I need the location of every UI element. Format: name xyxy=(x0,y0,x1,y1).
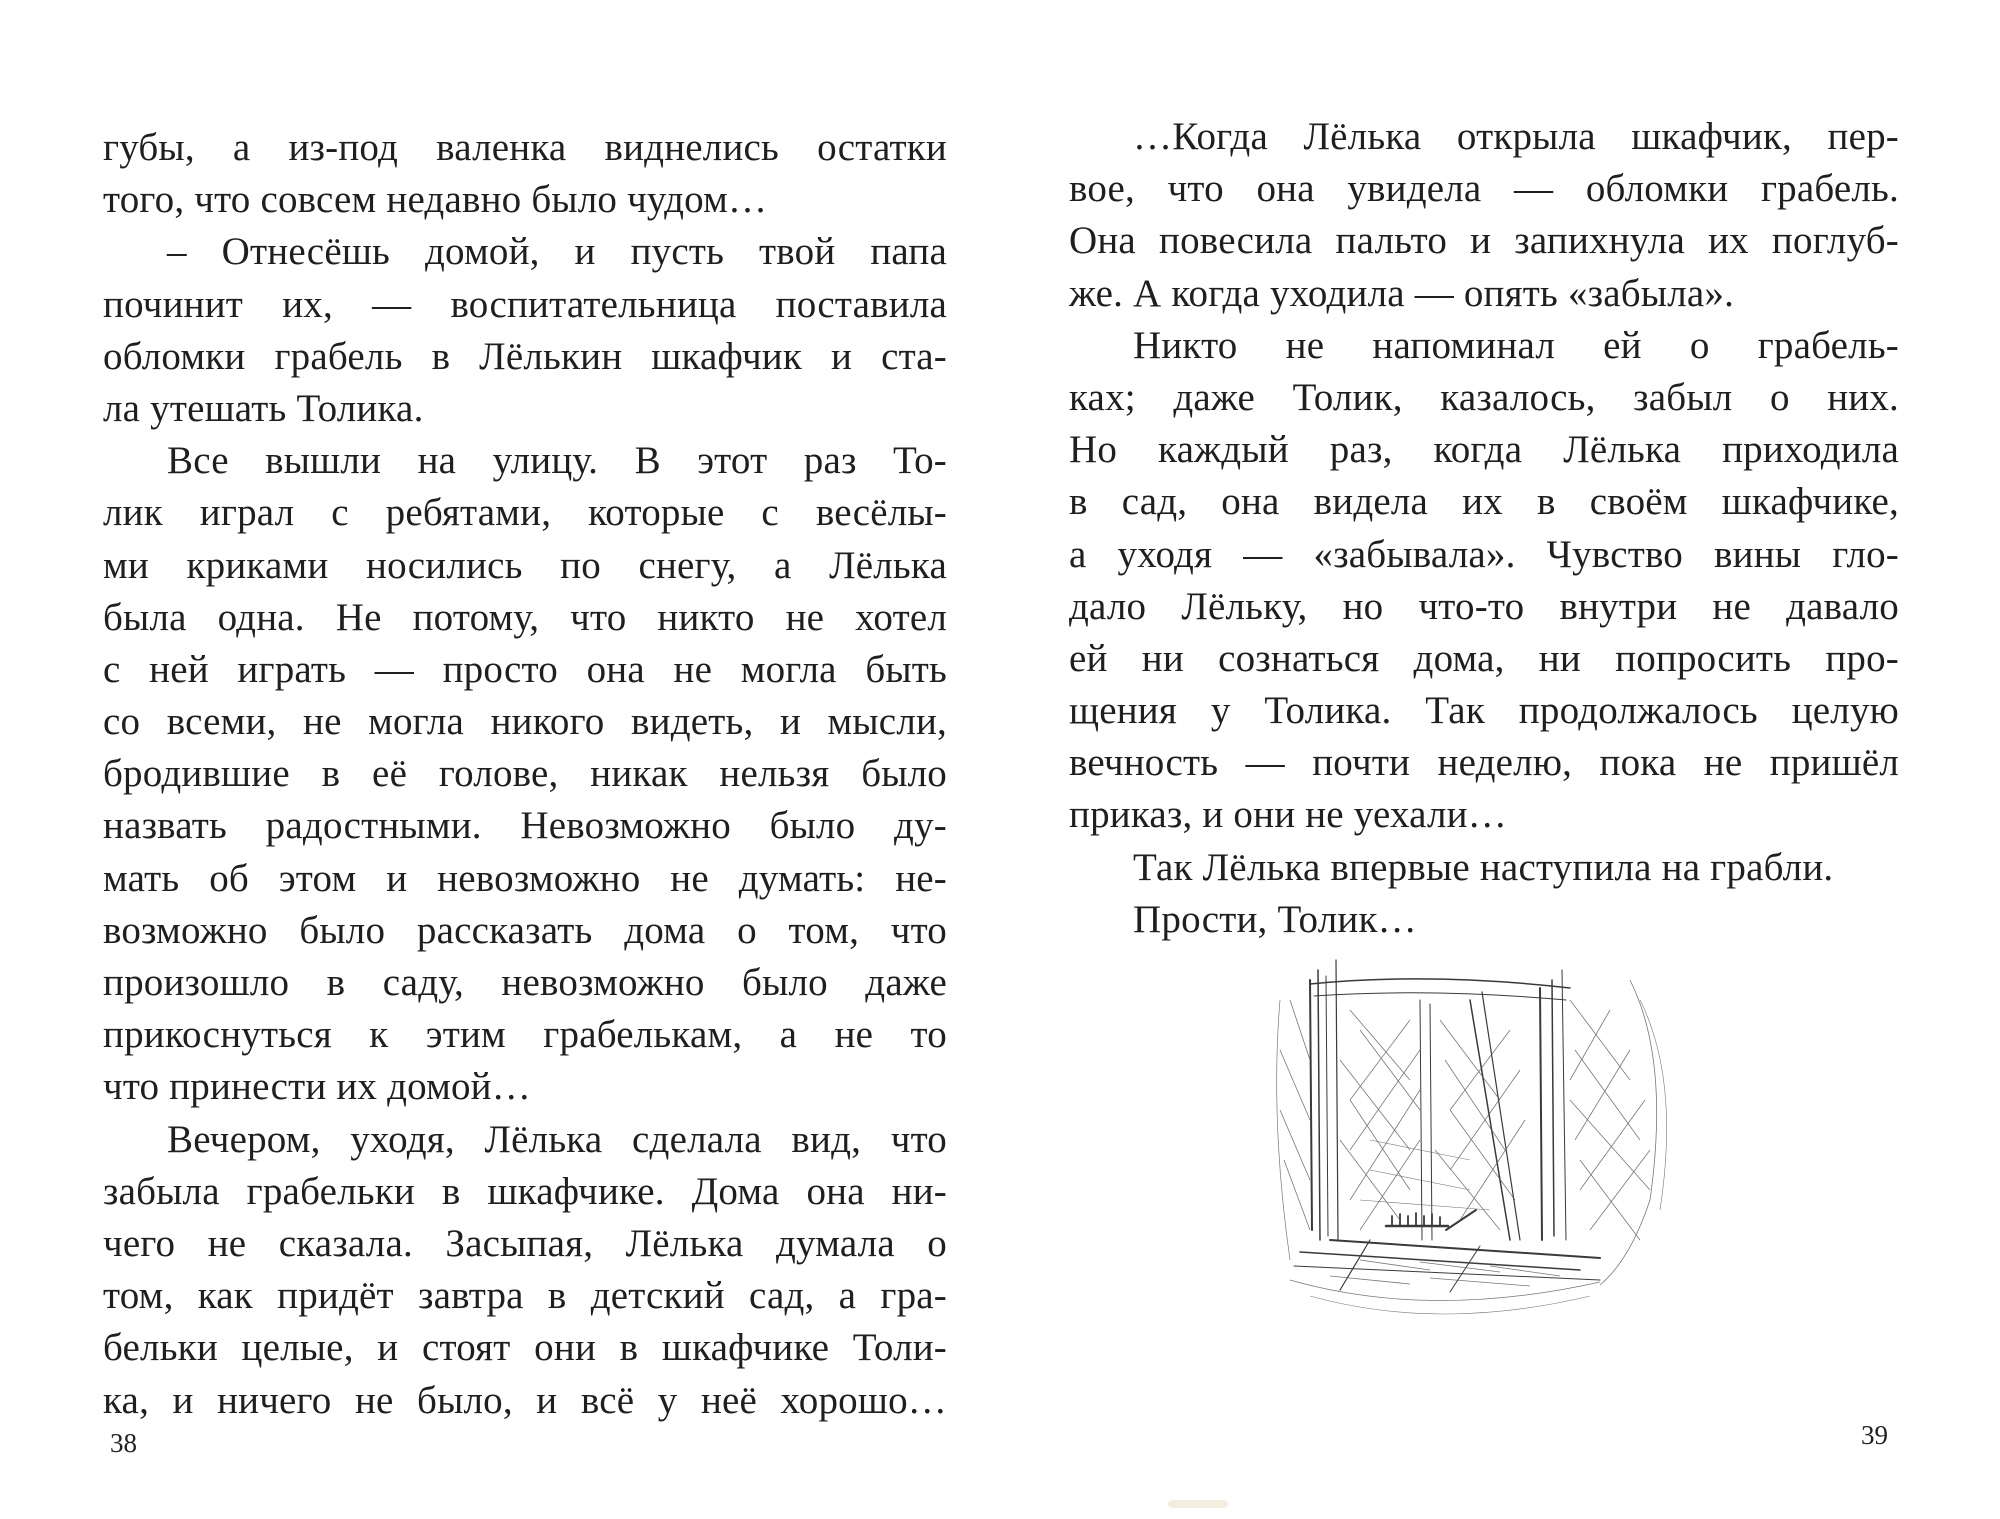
text-line: Никто не напоминал ей о грабель- xyxy=(1133,323,1899,367)
text-line: была одна. Не потому, что никто не хотел xyxy=(103,595,947,639)
text-line: что принести их домой… xyxy=(103,1065,531,1109)
text-line: Прости, Толик… xyxy=(1133,897,1417,941)
text-line: того, что совсем недавно было чудом… xyxy=(103,178,768,222)
left-page-text xyxy=(103,122,947,1427)
text-line: дало Лёльку, но что-то внутри не давало xyxy=(1069,584,1899,628)
page-number-left: 38 xyxy=(110,1428,137,1458)
text-line: Так Лёлька впервые наступила на грабли. xyxy=(1133,845,1834,889)
right-page xyxy=(1000,0,2000,1519)
text-line: ми криками носились по снегу, а Лёлька xyxy=(103,543,947,587)
text-line: лик играл с ребятами, которые с весёлы- xyxy=(103,491,947,535)
text-line: губы, а из-под валенка виднелись остатки xyxy=(103,126,947,169)
text-line: щения у Толика. Так продолжалось целую xyxy=(1069,689,1899,733)
text-line: с ней играть — просто она не могла быть xyxy=(103,647,947,691)
text-line: забыла грабельки в шкафчике. Дома она ни- xyxy=(103,1169,947,1213)
text-line: со всеми, не могла никого видеть, и мысли, xyxy=(103,700,947,744)
text-line: же. А когда уходила — опять «забыла». xyxy=(1069,271,1735,315)
text-line: приказ, и они не уехали… xyxy=(1069,793,1507,837)
text-line: – Отнесёшь домой, и пусть твой папа xyxy=(167,230,947,274)
locker-sketch-illustration xyxy=(1270,940,1790,1360)
text-line: бельки целые, и стоят они в шкафчике Толи- xyxy=(103,1326,947,1370)
text-line: а уходя — «забывала». Чувство вины гло- xyxy=(1069,532,1899,576)
text-line: мать об этом и невозможно не думать: не- xyxy=(103,856,947,900)
text-line: бродившие в её голове, никак нельзя было xyxy=(103,752,947,796)
text-line: чего не сказала. Засыпая, Лёлька думала о xyxy=(103,1221,947,1265)
text-line: починит их, — воспитательница поставила xyxy=(103,282,947,326)
right-page-text xyxy=(1069,111,1899,946)
text-line: том, как придёт завтра в детский сад, а гра- xyxy=(103,1274,947,1318)
paper-smudge xyxy=(1168,1500,1228,1508)
text-line: вечность — почти неделю, пока не пришёл xyxy=(1069,741,1899,785)
text-line: прикоснуться к этим грабелькам, а не то xyxy=(103,1013,947,1057)
text-line: вое, что она увидела — обломки грабель. xyxy=(1069,167,1899,211)
text-line: …Когда Лёлька открыла шкафчик, пер- xyxy=(1133,115,1899,158)
text-line: ла утешать Толика. xyxy=(103,386,424,430)
text-line: Все вышли на улицу. В этот раз То- xyxy=(167,439,947,483)
text-line: в сад, она видела их в своём шкафчике, xyxy=(1069,480,1899,524)
text-line: ках; даже Толик, казалось, забыл о них. xyxy=(1069,375,1899,419)
text-line: произошло в саду, невозможно было даже xyxy=(103,961,947,1004)
page-number-right: 39 xyxy=(1861,1420,1888,1450)
text-line: обломки грабель в Лёлькин шкафчик и ста- xyxy=(103,334,947,378)
text-line: ка, и ничего не было, и всё у неё хорошо… xyxy=(103,1378,947,1422)
text-line: ей ни сознаться дома, ни попросить про- xyxy=(1069,636,1899,680)
text-line: назвать радостными. Невозможно было ду- xyxy=(103,804,947,848)
text-line: Вечером, уходя, Лёлька сделала вид, что xyxy=(167,1117,947,1161)
text-line: Но каждый раз, когда Лёлька приходила xyxy=(1069,428,1899,472)
text-line: Она повесила пальто и запихнула их поглуб- xyxy=(1069,219,1899,263)
text-line: возможно было рассказать дома о том, что xyxy=(103,908,947,952)
